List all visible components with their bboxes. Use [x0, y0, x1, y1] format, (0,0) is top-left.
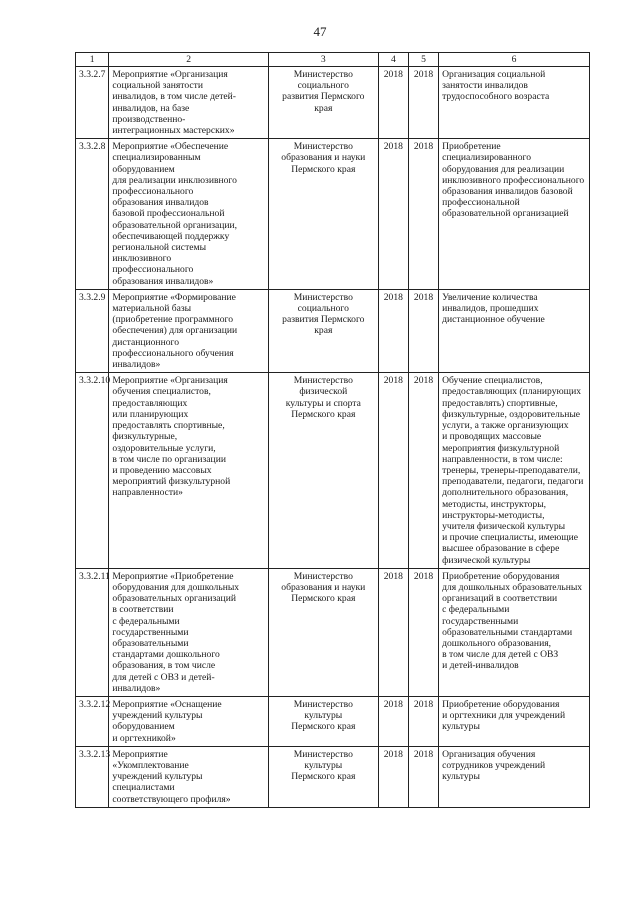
activity-name: Мероприятие «Приобретение оборудования для дошкольных образовательных организаций в соответствии с федеральными государственными образовательными стандартами дошкольного образования, в том числе для детей с ОВЗ и детей- инвалидов»: [109, 568, 268, 696]
executor: Министерство культуры Пермского края: [268, 746, 378, 807]
item-number: 3.3.2.11: [76, 568, 109, 696]
table-row: [76, 67, 590, 139]
column-header-3: 3: [268, 53, 378, 67]
start-year: 2018: [378, 568, 408, 696]
executor: Министерство культуры Пермского края: [268, 696, 378, 746]
executor: Министерство социального развития Пермского края: [268, 67, 378, 139]
expected-result: Увеличение количества инвалидов, прошедших дистанционное обучение: [439, 289, 590, 372]
end-year: 2018: [408, 746, 438, 807]
start-year: 2018: [378, 139, 408, 290]
table-header-row: [76, 53, 590, 67]
item-number: 3.3.2.10: [76, 373, 109, 568]
executor: Министерство образования и науки Пермского края: [268, 139, 378, 290]
start-year: 2018: [378, 696, 408, 746]
start-year: 2018: [378, 373, 408, 568]
item-number: 3.3.2.8: [76, 139, 109, 290]
column-header-2: 2: [109, 53, 268, 67]
executor: Министерство физической культуры и спорта Пермского края: [268, 373, 378, 568]
executor: Министерство социального развития Пермского края: [268, 289, 378, 372]
end-year: 2018: [408, 289, 438, 372]
column-header-4: 4: [378, 53, 408, 67]
column-header-5: 5: [408, 53, 438, 67]
table-row: [76, 289, 590, 372]
end-year: 2018: [408, 139, 438, 290]
start-year: 2018: [378, 289, 408, 372]
executor: Министерство образования и науки Пермского края: [268, 568, 378, 696]
expected-result: Приобретение оборудования для дошкольных образовательных организаций в соответствии с федеральными государственными образовательными стандартами дошкольного образования, в том числе для детей с ОВЗ и детей-инвалидов: [439, 568, 590, 696]
item-number: 3.3.2.12: [76, 696, 109, 746]
activities-table: [75, 52, 590, 808]
start-year: 2018: [378, 746, 408, 807]
table-row: [76, 746, 590, 807]
column-header-6: 6: [439, 53, 590, 67]
activity-name: Мероприятие «Организация обучения специалистов, предоставляющих или планирующих предоставлять спортивные, физкультурные, оздоровительные услуги, в том числе по организации и проведению массовых мероприятий физкультурной направленности»: [109, 373, 268, 568]
end-year: 2018: [408, 67, 438, 139]
activity-name: Мероприятие «Оснащение учреждений культуры оборудованием и оргтехникой»: [109, 696, 268, 746]
end-year: 2018: [408, 696, 438, 746]
activity-name: Мероприятие «Укомплектование учреждений культуры специалистами соответствующего профиля»: [109, 746, 268, 807]
expected-result: Приобретение оборудования и оргтехники для учреждений культуры: [439, 696, 590, 746]
table-row: [76, 568, 590, 696]
table-row: [76, 696, 590, 746]
column-header-1: 1: [76, 53, 109, 67]
item-number: 3.3.2.7: [76, 67, 109, 139]
table-row: [76, 373, 590, 568]
activity-name: Мероприятие «Обеспечение специализированным оборудованием для реализации инклюзивного профессионального образования инвалидов базовой профессиональной образовательной организации, обеспечивающей поддержку региональной системы инклюзивного профессионального образования инвалидов»: [109, 139, 268, 290]
item-number: 3.3.2.13: [76, 746, 109, 807]
page-number: 47: [313, 24, 327, 39]
end-year: 2018: [408, 373, 438, 568]
activity-name: Мероприятие «Формирование материальной базы (приобретение программного обеспечения) для организации дистанционного профессионального обучения инвалидов»: [109, 289, 268, 372]
end-year: 2018: [408, 568, 438, 696]
start-year: 2018: [378, 67, 408, 139]
activity-name: Мероприятие «Организация социальной занятости инвалидов, в том числе детей- инвалидов, на базе производственно- интеграционных мастерских»: [109, 67, 268, 139]
table-row: [76, 139, 590, 290]
expected-result: Организация социальной занятости инвалидов трудоспособного возраста: [439, 67, 590, 139]
item-number: 3.3.2.9: [76, 289, 109, 372]
expected-result: Организация обучения сотрудников учреждений культуры: [439, 746, 590, 807]
expected-result: Обучение специалистов, предоставляющих (планирующих предоставлять) спортивные, физкультурные, оздоровительные услуги, а также организующих и проводящих массовые мероприятия физкультурной направленности, в том числе: тренеры, тренеры-преподаватели, преподаватели, педагоги, педагоги дополнительного образования, методисты, инструкторы, инструкторы-методисты, учителя физической культуры и прочие специалисты, имеющие высшее образование в сфере физической культуры: [439, 373, 590, 568]
expected-result: Приобретение специализированного оборудования для реализации инклюзивного профессионального образования инвалидов базовой профессиональной образовательной организацией: [439, 139, 590, 290]
